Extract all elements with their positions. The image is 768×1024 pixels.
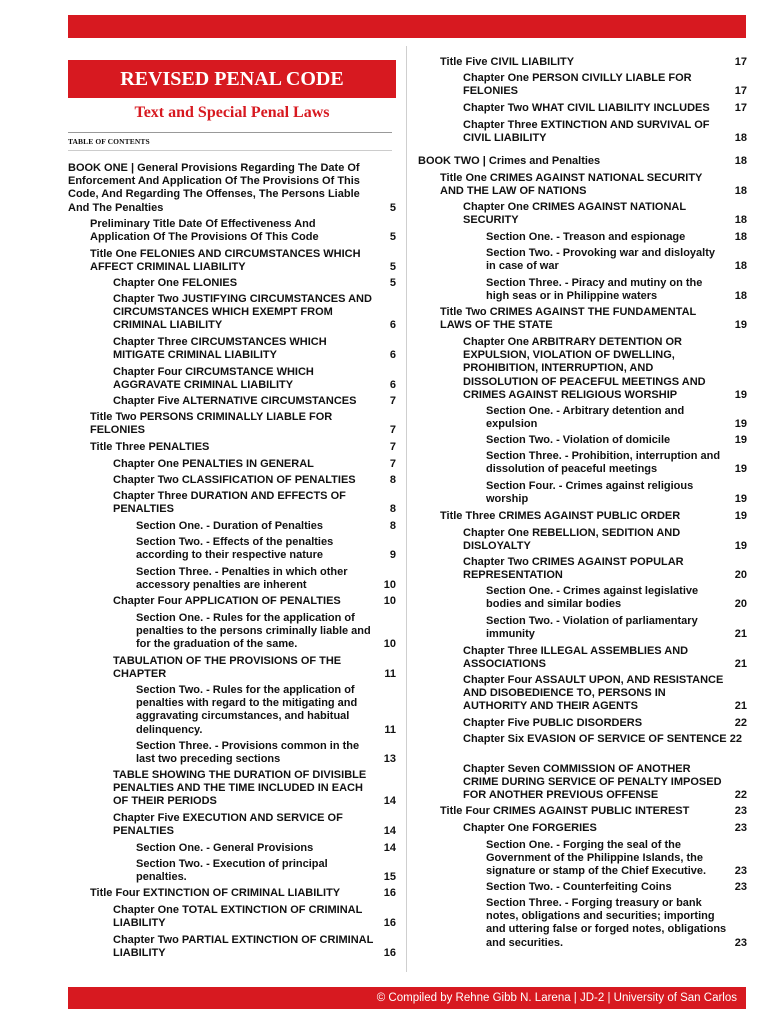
toc-rule-bottom (68, 150, 392, 151)
toc-entry-page: 23 (734, 822, 747, 834)
toc-entry[interactable] (68, 162, 396, 215)
toc-entry[interactable] (113, 458, 396, 471)
toc-entry-title: Section Two. - Rules for the application of penalties with regard to the mitigating and aggravating circumstances, and habitual delinquency. (136, 684, 358, 736)
toc-entry-page: 15 (383, 871, 396, 884)
toc-entry-title: Section Two. - Provoking war and disloyalty in case of war (486, 247, 716, 273)
toc-entry-title: Title Three PENALTIES (90, 441, 210, 453)
toc-entry-title: Section Two. - Counterfeiting Coins (486, 881, 672, 893)
toc-entry-title: Chapter One PERSON CIVILLY LIABLE FOR FELONIES (463, 72, 692, 98)
toc-entry-title: Chapter Four APPLICATION OF PENALTIES (113, 595, 341, 607)
toc-entry-page: 11 (384, 668, 396, 681)
toc-entry-title: Section Three. - Penalties in which other accessory penalties are inherent (136, 566, 348, 592)
toc-entry-title: Section Four. - Crimes against religious worship (486, 480, 694, 506)
toc-entry-page: 19 (734, 319, 747, 332)
toc-entry-page: 19 (734, 388, 747, 401)
toc-entry-title: Preliminary Title Date Of Effectiveness And Application Of The Provisions Of This Code (90, 218, 319, 244)
toc-entry-title: Chapter Five ALTERNATIVE CIRCUMSTANCES (113, 395, 357, 407)
toc-entry[interactable] (90, 411, 396, 437)
toc-entry-title: Section Three. - Forging treasury or bank notes, obligations and securities; importing and uttering false or forged notes, obligations and securities. (486, 897, 727, 949)
toc-entry[interactable] (136, 536, 396, 562)
toc-entry-title: Section Three. - Piracy and mutiny on the high seas or in Philippine waters (486, 277, 703, 303)
toc-entry-title: Section Three. - Provisions common in the last two preceding sections (136, 740, 360, 766)
toc-entry-title: Chapter One ARBITRARY DETENTION OR EXPULSION, VIOLATION OF DWELLING, PROHIBITION, INTERRUPTION, AND DISSOLUTION OF PEACEFUL MEETINGS AND CRIMES AGAINST RELIGIOUS WORSHIP (463, 336, 706, 401)
toc-entry-page: 10 (383, 638, 396, 651)
toc-entry-title: Chapter Three ILLEGAL ASSEMBLIES AND ASSOCIATIONS (463, 645, 689, 671)
toc-entry-title: Chapter Three CIRCUMSTANCES WHICH MITIGATE CRIMINAL LIABILITY (113, 336, 327, 362)
toc-entry[interactable] (440, 805, 747, 818)
toc-entry-title: Section One. - Treason and espionage (486, 231, 686, 243)
toc-entry-title: TABLE SHOWING THE DURATION OF DIVISIBLE PENALTIES AND THE TIME INCLUDED IN EACH OF THEIR PERIODS (113, 769, 367, 808)
toc-entry[interactable] (113, 490, 396, 516)
toc-entry-page: 22 (734, 717, 747, 729)
toc-entry-page: 22 (734, 789, 747, 802)
toc-entry-page: 6 (389, 349, 396, 362)
toc-entry-title: Chapter Two JUSTIFYING CIRCUMSTANCES AND CIRCUMSTANCES WHICH EXEMPT FROM CRIMINAL LIABILITY (113, 293, 372, 332)
toc-entry-title: Section One. - Crimes against legislative bodies and similar bodies (486, 585, 699, 611)
toc-entry-page: 23 (734, 805, 747, 817)
toc-entry-page: 5 (389, 261, 396, 274)
toc-entry-title: Title Four EXTINCTION OF CRIMINAL LIABILITY (90, 887, 341, 899)
toc-rule-top (68, 132, 392, 133)
toc-entry[interactable] (486, 434, 747, 447)
toc-entry-page: 8 (389, 520, 396, 532)
toc-heading: TABLE OF CONTENTS (68, 137, 150, 146)
toc-entry-title: BOOK ONE | General Provisions Regarding The Date Of Enforcement And Application Of The Provisions Of This Code, And Regarding The Offenses, The Persons Liable And The Penalties (68, 162, 360, 214)
toc-entry-page: 17 (734, 56, 747, 68)
toc-entry[interactable] (113, 769, 396, 809)
toc-entry-page: 23 (734, 865, 747, 878)
toc-entry[interactable] (463, 674, 747, 714)
toc-entry[interactable] (486, 615, 747, 641)
toc-entry-page: 7 (389, 395, 396, 407)
toc-entry[interactable] (136, 612, 396, 652)
toc-entry[interactable] (113, 336, 396, 362)
toc-entry-title: Chapter One FORGERIES (463, 822, 597, 834)
toc-entry-title: Chapter Two PARTIAL EXTINCTION OF CRIMINAL LIABILITY (113, 934, 374, 960)
toc-entry[interactable] (113, 293, 396, 333)
toc-entry-page: 23 (734, 881, 747, 893)
toc-entry-page: 6 (389, 319, 396, 332)
toc-entry-title: TABULATION OF THE PROVISIONS OF THE CHAPTER (113, 655, 342, 681)
toc-entry-page: 17 (734, 102, 747, 114)
toc-entry[interactable] (136, 842, 396, 855)
toc-entry-page: 17 (734, 85, 747, 98)
toc-entry-page: 9 (389, 549, 396, 562)
toc-entry-title: Section Two. - Violation of domicile (486, 434, 671, 446)
toc-entry[interactable] (440, 56, 747, 69)
toc-entry-page: 19 (734, 434, 747, 446)
column-divider (406, 46, 407, 972)
toc-entry-page: 20 (734, 598, 747, 611)
toc-entry[interactable] (113, 366, 396, 392)
toc-entry-page: 7 (389, 458, 396, 470)
toc-entry[interactable] (486, 231, 747, 244)
toc-entry[interactable] (463, 527, 747, 553)
toc-entry-page: 23 (734, 936, 747, 949)
toc-entry-page: 19 (734, 510, 747, 522)
toc-entry-page: 5 (389, 201, 396, 214)
toc-entry-title: Chapter Two WHAT CIVIL LIABILITY INCLUDES (463, 102, 710, 114)
toc-entry[interactable] (113, 474, 396, 487)
toc-entry-page: 14 (383, 842, 396, 854)
toc-entry-page: 18 (734, 231, 747, 243)
toc-entry-title: Chapter Seven COMMISSION OF ANOTHER CRIME DURING SERVICE OF PENALTY IMPOSED FOR ANOTHER PREVIOUS OFFENSE (463, 763, 722, 802)
toc-entry-title: Section Two. - Effects of the penalties according to their respective nature (136, 536, 334, 562)
toc-entry[interactable] (463, 201, 747, 227)
toc-entry-title: Chapter One FELONIES (113, 277, 238, 289)
toc-entry-page: 18 (734, 290, 747, 303)
toc-entry[interactable] (486, 585, 747, 611)
toc-entry-title: Title Two PERSONS CRIMINALLY LIABLE FOR FELONIES (90, 411, 333, 437)
toc-entry[interactable] (440, 172, 747, 198)
toc-entry[interactable] (440, 510, 747, 523)
toc-entry-page: 8 (389, 503, 396, 516)
toc-entry-title: Chapter One REBELLION, SEDITION AND DISLOYALTY (463, 527, 681, 553)
toc-entry[interactable] (113, 595, 396, 608)
toc-entry-title: Chapter One PENALTIES IN GENERAL (113, 458, 314, 470)
toc-entry-page: 7 (389, 441, 396, 453)
toc-entry-title: Chapter Three EXTINCTION AND SURVIVAL OF CIVIL LIABILITY (463, 119, 710, 145)
toc-entry-page: 14 (383, 825, 396, 838)
toc-entry[interactable] (463, 717, 747, 730)
toc-entry[interactable] (113, 934, 396, 960)
toc-entry[interactable] (463, 119, 747, 145)
toc-entry-title: Chapter Five EXECUTION AND SERVICE OF PENALTIES (113, 812, 343, 838)
toc-entry-page: 5 (389, 231, 396, 244)
toc-entry[interactable] (90, 887, 396, 900)
toc-entry[interactable] (463, 336, 747, 402)
toc-entry-title: Title Four CRIMES AGAINST PUBLIC INTEREST (440, 805, 690, 817)
toc-entry[interactable] (463, 733, 747, 746)
toc-entry-title: Title One CRIMES AGAINST NATIONAL SECURITY AND THE LAW OF NATIONS (440, 172, 703, 198)
toc-entry-title: Section One. - Arbitrary detention and expulsion (486, 405, 685, 431)
toc-entry-title: BOOK TWO | Crimes and Penalties (418, 155, 601, 167)
toc-entry[interactable] (136, 684, 396, 737)
toc-entry-title: Section One. - Forging the seal of the Government of the Philippine Islands, the signature or stamp of the Chief Executive. (486, 839, 707, 878)
toc-entry[interactable] (486, 839, 747, 879)
toc-entry[interactable] (136, 858, 396, 884)
toc-entry-page: 6 (389, 379, 396, 392)
toc-entry[interactable] (486, 480, 747, 506)
toc-entry-page: 18 (734, 132, 747, 145)
toc-entry-title: Chapter Three DURATION AND EFFECTS OF PENALTIES (113, 490, 346, 516)
toc-entry[interactable] (90, 218, 396, 244)
toc-entry-title: Chapter One CRIMES AGAINST NATIONAL SECURITY (463, 201, 686, 227)
toc-entry[interactable] (113, 812, 396, 838)
toc-entry-page: 16 (383, 917, 396, 930)
toc-entry[interactable] (440, 306, 747, 332)
toc-entry-title: Section Two. - Violation of parliamentary immunity (486, 615, 698, 641)
toc-entry-title: Chapter One TOTAL EXTINCTION OF CRIMINAL LIABILITY (113, 904, 363, 930)
toc-entry-title: Chapter Four CIRCUMSTANCE WHICH AGGRAVATE CRIMINAL LIABILITY (113, 366, 314, 392)
toc-entry-page: 19 (734, 493, 747, 506)
toc-entry[interactable] (463, 822, 747, 835)
toc-entry-title: Title Five CIVIL LIABILITY (440, 56, 575, 68)
toc-entry-page: 19 (734, 463, 747, 476)
toc-entry-page: 18 (734, 214, 747, 227)
toc-entry-page: 18 (734, 155, 747, 167)
toc-entry-title: Section Two. - Execution of principal penalties. (136, 858, 328, 884)
toc-entry-title: Title One FELONIES AND CIRCUMSTANCES WHICH AFFECT CRIMINAL LIABILITY (90, 248, 361, 274)
toc-entry[interactable] (418, 155, 747, 168)
toc-entry[interactable] (463, 102, 747, 115)
toc-entry[interactable] (486, 405, 747, 431)
toc-entry[interactable] (463, 645, 747, 671)
toc-entry-title: Section One. - Duration of Penalties (136, 520, 324, 532)
toc-entry-title: Section Three. - Prohibition, interruption and dissolution of peaceful meetings (486, 450, 721, 476)
toc-entry-page: 21 (734, 628, 747, 641)
toc-entry-page: 10 (383, 579, 396, 592)
toc-entry[interactable] (463, 72, 747, 98)
toc-entry[interactable] (90, 248, 396, 274)
toc-entry-page: 18 (734, 185, 747, 198)
toc-entry[interactable] (136, 520, 396, 533)
toc-entry-title: Chapter Two CRIMES AGAINST POPULAR REPRESENTATION (463, 556, 684, 582)
toc-entry[interactable] (486, 881, 747, 894)
toc-entry[interactable] (90, 441, 396, 454)
top-accent-bar (68, 15, 746, 38)
toc-entry[interactable] (486, 450, 747, 476)
toc-entry[interactable] (113, 277, 396, 290)
toc-entry-title: Chapter Two CLASSIFICATION OF PENALTIES (113, 474, 356, 486)
toc-entry-title: Title Two CRIMES AGAINST THE FUNDAMENTAL LAWS OF THE STATE (440, 306, 697, 332)
toc-entry-title: Chapter Five PUBLIC DISORDERS (463, 717, 643, 729)
toc-entry-title: Chapter Six EVASION OF SERVICE OF SENTENCE 22 (463, 733, 742, 745)
toc-entry[interactable] (113, 395, 396, 408)
toc-entry-page: 16 (383, 947, 396, 960)
toc-entry-page: 19 (734, 418, 747, 431)
toc-entry-title: Title Three CRIMES AGAINST PUBLIC ORDER (440, 510, 681, 522)
toc-entry-page: 10 (383, 595, 396, 607)
toc-entry-page: 21 (734, 658, 747, 671)
toc-entry[interactable] (136, 566, 396, 592)
toc-entry-page: 14 (383, 795, 396, 808)
toc-entry-page: 19 (734, 540, 747, 553)
toc-entry-page: 5 (389, 277, 396, 289)
toc-entry-page: 11 (384, 723, 396, 736)
toc-entry[interactable] (113, 655, 396, 681)
toc-entry[interactable] (463, 556, 747, 582)
toc-entry-page: 8 (389, 474, 396, 486)
toc-entry-title: Section One. - Rules for the application of penalties to the persons criminally liable and for the graduation of the same. (136, 612, 371, 651)
footer-bar (68, 987, 746, 1009)
toc-entry-page: 7 (389, 424, 396, 437)
toc-entry[interactable] (113, 904, 396, 930)
toc-entry-page: 18 (734, 260, 747, 273)
footer-credit: © Compiled by Rehne Gibb N. Larena | JD-2 | University of San Carlos (376, 992, 737, 1004)
toc-entry[interactable] (136, 740, 396, 766)
toc-entry-page: 13 (383, 753, 396, 766)
document-subtitle: Text and Special Penal Laws (134, 104, 330, 121)
toc-entry[interactable] (486, 897, 747, 950)
toc-entry-page: 16 (383, 887, 396, 899)
toc-entry[interactable] (463, 763, 747, 803)
toc-entry-page: 20 (734, 569, 747, 582)
toc-entry-title: Section One. - General Provisions (136, 842, 314, 854)
document-title: REVISED PENAL CODE (68, 60, 396, 98)
toc-entry[interactable] (486, 247, 747, 273)
toc-entry[interactable] (486, 277, 747, 303)
toc-entry-title: Chapter Four ASSAULT UPON, AND RESISTANCE AND DISOBEDIENCE TO, PERSONS IN AUTHORITY AND THEIR AGENTS (463, 674, 724, 713)
toc-entry-page: 21 (734, 700, 747, 713)
